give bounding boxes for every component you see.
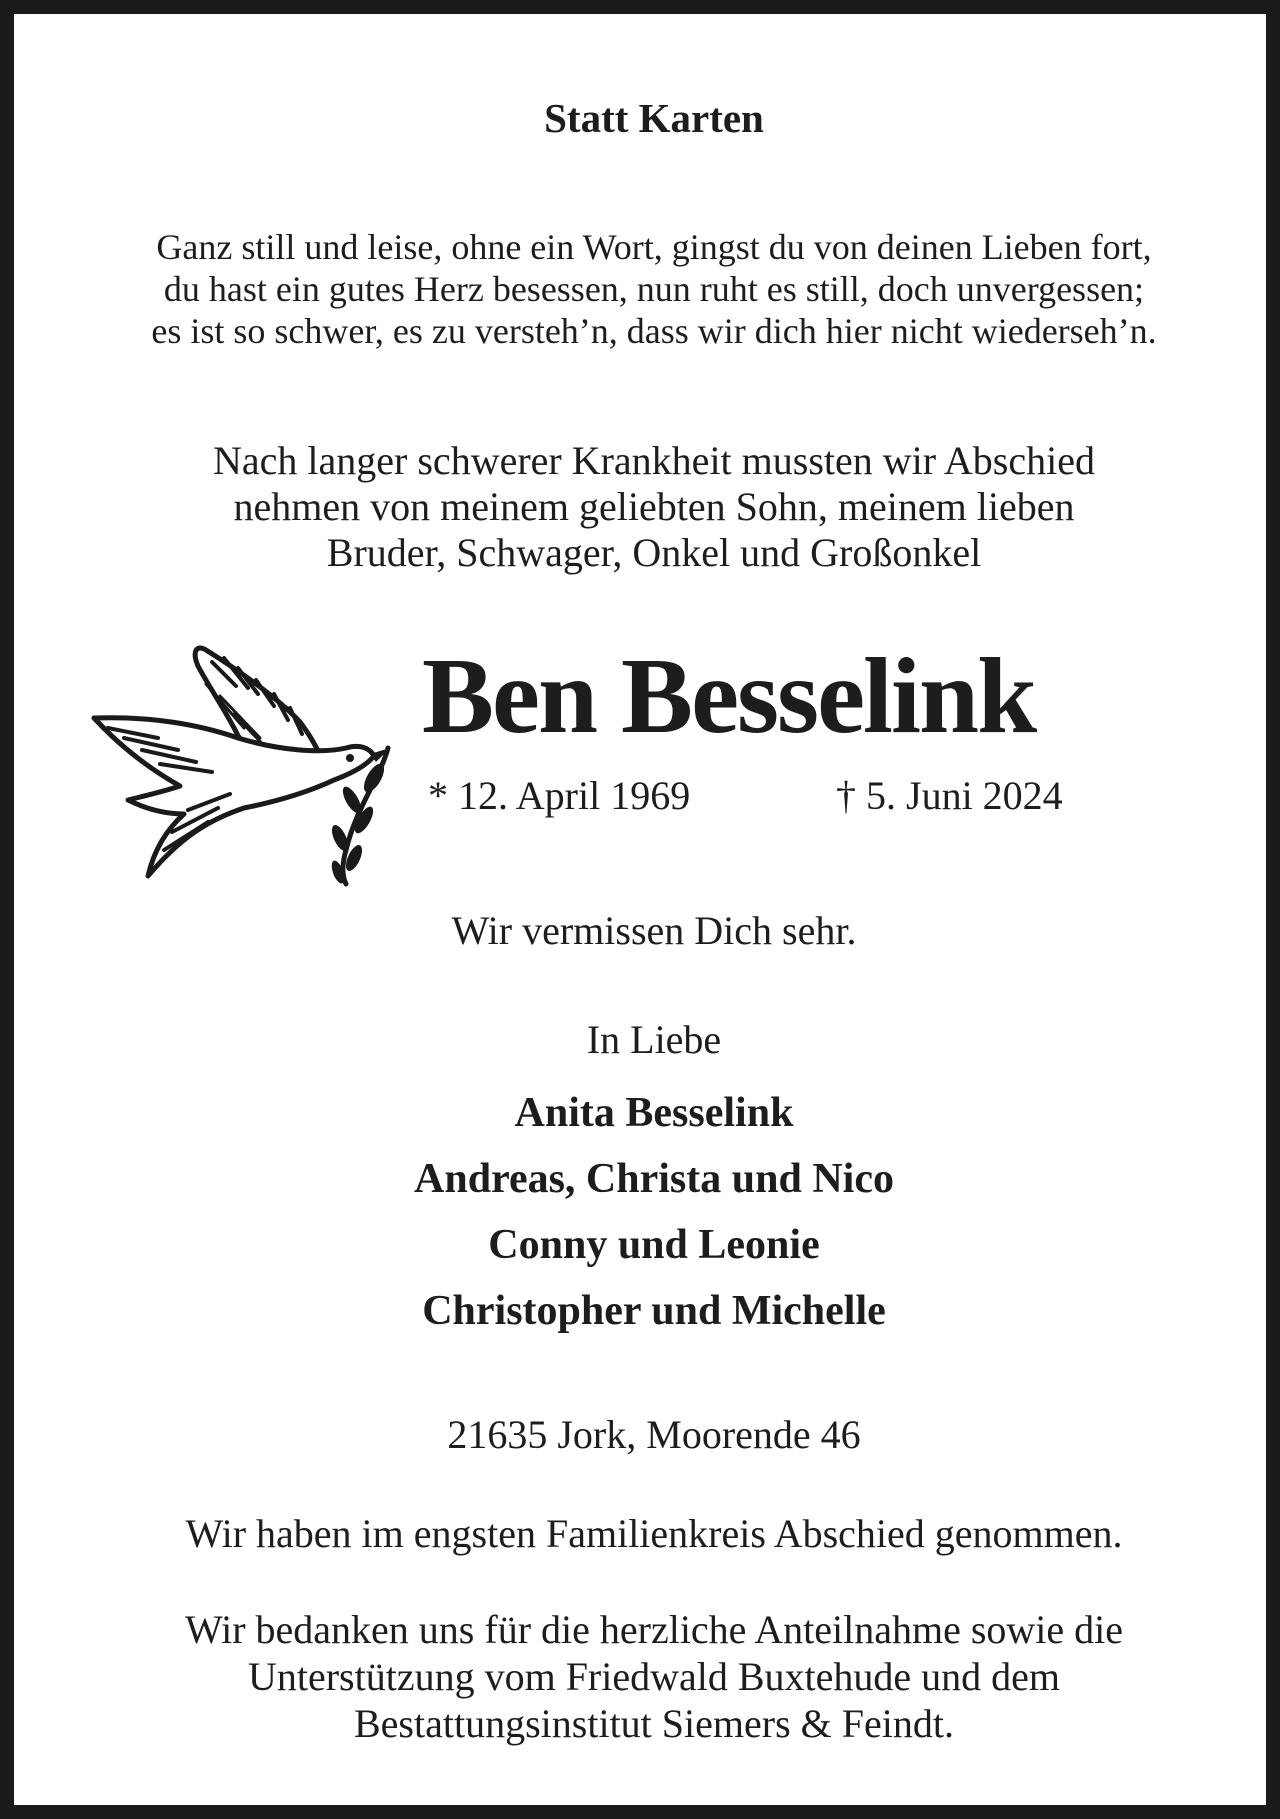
thanks-line: Wir bedanken uns für die herzliche Anteilnahme sowie die [184, 1607, 1124, 1652]
poem [14, 226, 1280, 352]
mourners-list [14, 1080, 1280, 1344]
poem-line: es ist so schwer, es zu versteh’n, dass wir dich hier nicht wiederseh’n. [151, 311, 1157, 351]
missed-text: Wir vermissen Dich sehr. [451, 908, 857, 953]
intro-line: nehmen von meinem geliebten Sohn, meinem lieben [233, 484, 1075, 529]
birth-date: * 12. April 1969 [428, 773, 691, 818]
mourner-name: Anita Besselink [514, 1090, 794, 1136]
dove-with-olive-branch-icon [88, 588, 418, 888]
thanks-text [14, 1606, 1280, 1747]
address: 21635 Jork, Moorende 46 [447, 1412, 861, 1457]
death-date: † 5. Juni 2024 [836, 773, 1063, 818]
mourner-name: Andreas, Christa und Nico [414, 1156, 894, 1202]
intro-line: Bruder, Schwager, Onkel und Großonkel [326, 530, 982, 575]
intro-line: Nach langer schwerer Krankheit mussten wir Abschied [213, 438, 1095, 483]
farewell-text: Wir haben im engsten Familienkreis Abschied genommen. [185, 1511, 1123, 1556]
thanks-line: Bestattungsinstitut Siemers & Feindt. [354, 1701, 954, 1746]
header-title: Statt Karten [544, 95, 764, 141]
love-text: In Liebe [586, 1017, 722, 1062]
deceased-name: Ben Besselink [422, 637, 1036, 756]
thanks-line: Unterstützung vom Friedwald Buxtehude und dem [247, 1654, 1061, 1699]
intro-text [14, 438, 1280, 576]
mourner-name: Conny und Leonie [488, 1222, 820, 1268]
poem-line: du hast ein gutes Herz besessen, nun ruht es still, doch unvergessen; [163, 269, 1145, 309]
poem-line: Ganz still und leise, ohne ein Wort, gingst du von deinen Lieben fort, [156, 227, 1152, 267]
mourner-name: Christopher und Michelle [422, 1288, 886, 1334]
